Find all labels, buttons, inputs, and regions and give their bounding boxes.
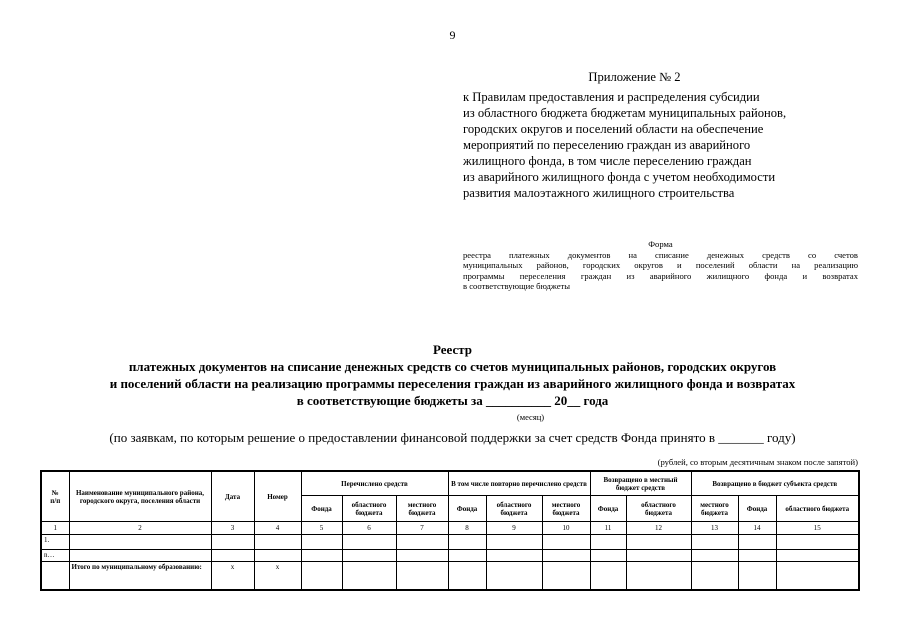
table-cell: [211, 535, 254, 550]
form-description-line: программы переселения граждан из аварийного жилищного фонда и возвратах: [463, 270, 858, 281]
appendix-line: к Правилам предоставления и распределения субсидии: [463, 90, 760, 104]
table-cell: [542, 535, 590, 550]
form-description-line: в соответствующие бюджеты: [463, 281, 571, 292]
column-number: 7: [396, 522, 448, 535]
total-row: [41, 562, 859, 591]
appendix-block: [463, 69, 861, 201]
table-cell: [448, 562, 486, 591]
col-header-name: Наименование муниципального района, городского округа, поселения области: [69, 471, 211, 522]
table-cell: [590, 550, 626, 562]
column-number: 2: [69, 522, 211, 535]
units-note: (рублей, со вторым десятичным знаком после запятой): [657, 457, 858, 467]
table-cell: [776, 535, 859, 550]
column-number: 8: [448, 522, 486, 535]
table-cell: [41, 562, 69, 591]
month-note: (месяц): [516, 412, 545, 422]
table-cell: [342, 535, 396, 550]
column-number: 4: [254, 522, 301, 535]
col-header-number: Номер: [254, 471, 301, 522]
subcol-header: Фонда: [301, 496, 342, 522]
table-cell: [396, 562, 448, 591]
form-block: [463, 239, 858, 292]
table-cell: [486, 535, 542, 550]
col-header-num-label: № п/п: [50, 488, 61, 505]
subcol-header: Фонда: [590, 496, 626, 522]
table-cell: [342, 562, 396, 591]
table-cell: [396, 535, 448, 550]
total-date-mark: х: [211, 562, 254, 591]
subcol-header: областного бюджета: [626, 496, 691, 522]
title-line: и поселений области на реализацию программы переселения граждан из аварийного жилищного фонда и возвратах: [109, 376, 796, 391]
title-line: платежных документов на списание денежных средств со счетов муниципальных районов, городских округов: [128, 359, 777, 374]
table-cell: [542, 562, 590, 591]
subcol-header: местного бюджета: [542, 496, 590, 522]
table-cell: [626, 562, 691, 591]
table-cell: [448, 535, 486, 550]
table-row: [41, 550, 859, 562]
table-cell: [486, 562, 542, 591]
table-row: [41, 535, 859, 550]
column-number: 15: [776, 522, 859, 535]
col-group-returned-subject: Возвращено в бюджет субъекта средств: [691, 471, 859, 496]
table-cell: [69, 535, 211, 550]
table-cell: [590, 562, 626, 591]
total-number-mark: х: [254, 562, 301, 591]
table-cell: [542, 550, 590, 562]
appendix-line: из областного бюджета бюджетам муниципальных районов,: [463, 106, 787, 120]
table-cell: [776, 562, 859, 591]
registry-table: [40, 470, 860, 591]
subcol-header: Фонда: [448, 496, 486, 522]
col-header-date: Дата: [211, 471, 254, 522]
table-cell: [738, 562, 776, 591]
table-cell: [396, 550, 448, 562]
table-cell: [590, 535, 626, 550]
col-group-returned-local: Возвращено в местный бюджет средств: [590, 471, 691, 496]
subtitle: (по заявкам, по которым решение о предоставлении финансовой поддержки за счет средств Фонда принято в _______ году): [109, 430, 796, 445]
table-cell: [626, 535, 691, 550]
appendix-line: развития малоэтажного жилищного строительства: [463, 186, 735, 200]
document-title: [0, 341, 905, 423]
column-number: 11: [590, 522, 626, 535]
subcol-header: областного бюджета: [342, 496, 396, 522]
appendix-line: жилищного фонда, в том числе переселению граждан: [463, 154, 752, 168]
col-group-transferred: Перечислено средств: [301, 471, 448, 496]
column-number: 14: [738, 522, 776, 535]
table-cell: [342, 550, 396, 562]
column-number: 9: [486, 522, 542, 535]
column-number: 1: [41, 522, 69, 535]
subcol-header: местного бюджета: [691, 496, 738, 522]
table-cell: [691, 550, 738, 562]
column-numbers-row: [41, 522, 859, 535]
appendix-label: Приложение № 2: [588, 70, 681, 84]
col-header-num: [41, 471, 69, 522]
table-cell: [301, 535, 342, 550]
table-cell: [448, 550, 486, 562]
subcol-header: областного бюджета: [486, 496, 542, 522]
table-cell: [211, 550, 254, 562]
column-number: 12: [626, 522, 691, 535]
subcol-header: Фонда: [738, 496, 776, 522]
column-number: 10: [542, 522, 590, 535]
total-label: Итого по муниципальному образованию:: [69, 562, 211, 591]
page-number: 9: [449, 28, 456, 42]
table-cell: [776, 550, 859, 562]
appendix-line: городских округов и поселений области на обеспечение: [463, 122, 764, 136]
table-cell: [691, 562, 738, 591]
form-description-line: реестра платежных документов на списание денежных средств со счетов: [463, 249, 858, 260]
column-number: 13: [691, 522, 738, 535]
table-cell: [738, 550, 776, 562]
form-description-line: муниципальных районов, городских округов и поселений области на реализацию: [463, 260, 858, 271]
subcol-header: областного бюджета: [776, 496, 859, 522]
table-cell: [254, 535, 301, 550]
table-cell: [69, 550, 211, 562]
appendix-line: мероприятий по переселению граждан из аварийного: [463, 138, 751, 152]
column-number: 6: [342, 522, 396, 535]
table-cell: [301, 550, 342, 562]
subcol-header: местного бюджета: [396, 496, 448, 522]
col-group-re-transferred: В том числе повторно перечислено средств: [448, 471, 590, 496]
header-row-groups: [41, 471, 859, 496]
table-cell: [486, 550, 542, 562]
table-cell: [626, 550, 691, 562]
row-number: 1.: [41, 535, 69, 550]
row-number: n…: [41, 550, 69, 562]
table-cell: [738, 535, 776, 550]
column-number: 5: [301, 522, 342, 535]
title-heading: Реестр: [432, 342, 472, 357]
table-cell: [691, 535, 738, 550]
table-cell: [254, 550, 301, 562]
form-label: Форма: [648, 239, 673, 249]
column-number: 3: [211, 522, 254, 535]
title-line: в соответствующие бюджеты за __________ 20__ года: [296, 393, 609, 408]
table-cell: [301, 562, 342, 591]
appendix-line: из аварийного жилищного фонда с учетом необходимости: [463, 170, 776, 184]
